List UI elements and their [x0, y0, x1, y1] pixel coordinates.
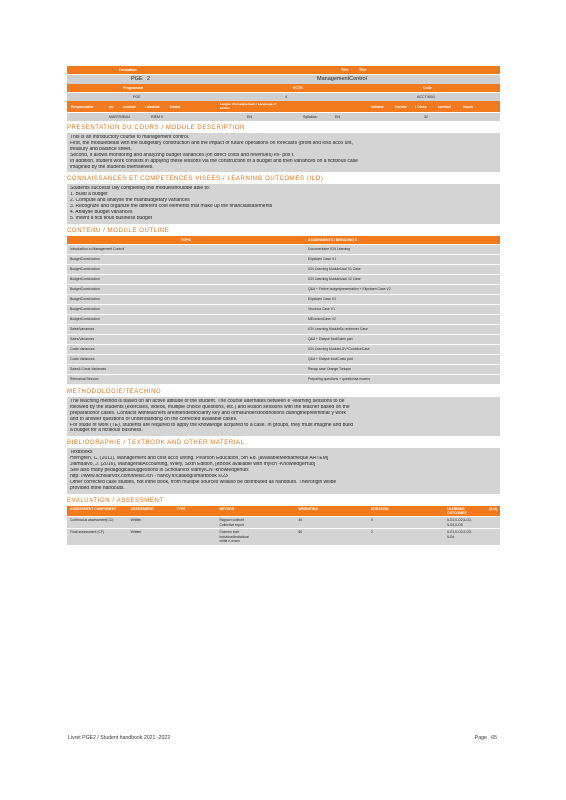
bibliography-line: provided inthe handouts. — [70, 485, 125, 491]
page-footer — [68, 735, 497, 741]
eval-method-line: writte n exam — [219, 539, 240, 544]
eval-weighting: 40 — [295, 517, 368, 529]
outline-assignment: ICN Learning ModuleUsal V2 Case — [305, 274, 500, 284]
eval-method — [216, 517, 295, 529]
eval-ilo-line: ILO4,ILO5 — [446, 522, 463, 527]
eval-component: Final assessment (CF) — [67, 529, 128, 545]
bibliography-line: Jiambalvo, J. (2016), ManagerialAccounting, Wiley, Sixth Edition, [eBook available with myIcn -KnowledgeHub] — [70, 462, 316, 468]
eval-col-type: TYPE — [174, 506, 217, 517]
eval-assessment: Written — [128, 529, 174, 545]
leader-first: RIEM II — [151, 115, 163, 119]
outline-topic: Introduction to Management Control — [67, 244, 305, 254]
presentation-line: treasury and balance sheet. — [70, 146, 132, 152]
methodology-line: The teaching method is based on an active attitude of the student. The course alternates between e -learning sessions to be — [70, 398, 345, 404]
resp-label-1: du — [109, 105, 114, 109]
eval-col-method: METHOD — [216, 506, 295, 517]
outline-topic: Sales/Variances — [67, 334, 305, 344]
lang-value: EN — [247, 115, 252, 119]
program-code: PGE — [131, 76, 143, 82]
volume-label-4: hours — [463, 105, 473, 109]
outline-assignment: Q&A + Elaiyse foodSales part — [305, 334, 500, 344]
outline-row — [67, 314, 500, 324]
knowledge-line: 5. Invent a ficti tious business budget — [70, 215, 152, 221]
knowledge-line: 4. Analyse budget variances — [70, 210, 133, 216]
eval-ilo — [444, 529, 500, 545]
presentation-line: Second, it allows monitoring and analyzing budget variances (on direct costs and revenues) ex- pos t. — [70, 152, 295, 158]
syllabus-label: Syllabus: — [303, 115, 318, 119]
methodology-line: preparationof cases. Contacts withteachers areintendedtoclarify key and ormisunderstoodnotions duringtheprelimitnar y work — [70, 410, 346, 416]
outline-assignment: MEconicoCase V2 — [305, 314, 500, 324]
header-resp-values-row — [67, 112, 500, 121]
presentation-line: First, the moduledeals with the budgetary construction and the impact of future operations on forecasts (profit and loss acco unt, — [70, 140, 353, 146]
footer-page-label: Page — [474, 735, 487, 741]
eval-col-ilo: LEARNING OUTCOMES — [444, 506, 486, 517]
evaluation-table — [67, 506, 500, 546]
bibliography-line: Horngren, C. (2011). Management and cost acco unting. Pearson Education, 5th Ed. [availableMédiathèque ARTEM] — [70, 456, 329, 462]
eval-duration: 2 — [368, 529, 444, 545]
methodology-line: and to answer questions of understanding on the corrected available cases. — [70, 416, 238, 422]
outline-row — [67, 284, 500, 294]
knowledge-line: Students successf ully completing this moduleshouldbe able to: — [70, 186, 211, 192]
eval-col-duration: DURATION — [368, 506, 444, 517]
outline-assignment: Recap case Orange Tonique — [305, 364, 500, 374]
presentation-line: In addition, student work consists in applying these lessons via the construction of a budget and then variances on a fictitious case — [70, 158, 358, 164]
outline-row — [67, 254, 500, 264]
code-value: ACCT4003 — [417, 95, 435, 99]
bibliography-title: BIBLIOGRAPHIE / TEXTBOOK AND OTHER MATERIAL — [67, 440, 245, 447]
outline-assignment: ICN Learning ModuleDu ardenner Case — [305, 324, 500, 334]
volume-label-0: Volume — [371, 105, 384, 109]
eval-ilo-line: ILO1,ILO2,ILO3, — [446, 518, 472, 523]
eval-ilo — [444, 517, 500, 529]
eval-col-assessment: ASSESSMENT — [128, 506, 174, 517]
outline-topic: Costs Variances — [67, 354, 305, 364]
resp-label-3: / Module — [145, 105, 160, 109]
outline-topic: Sales/Variances — [67, 324, 305, 334]
presentation-line: imagined by the students themselves. — [70, 164, 154, 170]
eval-method — [216, 529, 295, 545]
evaluation-row — [67, 517, 500, 529]
outline-assignment: Q&A + Elaiyse foodCosts part — [305, 354, 500, 364]
volume-label-1: horaire — [395, 105, 408, 109]
outline-col-assignments: ASSIGNMENTS / BREADING S — [305, 236, 500, 245]
methodology-text — [67, 397, 500, 436]
outline-row — [67, 264, 500, 274]
hours-value: 32 — [424, 115, 428, 119]
eval-col-component: ASSESSMENT COMPONENT — [67, 506, 128, 517]
resp-label-2: module — [123, 105, 136, 109]
program-year: 2 — [147, 76, 151, 82]
eval-method-line: Collective report — [219, 522, 244, 527]
footer-page — [475, 735, 497, 741]
eval-method-line: Examen écrit — [219, 530, 240, 535]
knowledge-line: 1. Build a budget — [70, 192, 108, 198]
bibliography-line: Textbooks — [70, 450, 93, 456]
outline-assignment: ICN Learning ModuleLSV+CombiceCase — [305, 344, 500, 354]
eval-col-weighting: WEIGHTING — [295, 506, 368, 517]
course-title: ManagementControl — [317, 76, 367, 82]
outline-assignment: Elipsbarn Case V1 — [305, 254, 500, 264]
outline-row — [67, 304, 500, 314]
outline-assignment: Preparing questions + questionsa nswers — [305, 374, 500, 384]
evaluation-header-row — [67, 506, 500, 517]
methodology-line: For stude nt work (TE), students are required to apply the knowledge acquired to a case. In groups, they must imagine and build — [70, 422, 354, 428]
outline-assignment: Documentaire ICN Learning — [305, 244, 500, 254]
ects-label: ECTS — [293, 86, 303, 90]
eval-ilo-line: ILO1,ILO2,ILO3, — [446, 530, 472, 535]
methodology-title: METHODOLOGIE/TEACHING — [67, 388, 162, 395]
header-labels-bar — [67, 84, 500, 92]
eval-duration: 0 — [368, 517, 444, 529]
outline-row — [67, 344, 500, 354]
outline-row — [67, 354, 500, 364]
volume-label-3: contact — [438, 105, 451, 109]
bibliography-line: See also many pedagogicalsuggestions in Scholarvox viamyICN -knowledgehub: — [70, 468, 250, 474]
outline-topic: Rehearsal Session — [67, 374, 305, 384]
presentation-title: PRESENTATION DU COURS / MODULE DESCRIPTION — [67, 125, 245, 131]
eval-method-line: Rapport collectif — [219, 518, 244, 523]
knowledge-line: 2. Compute and analyse the mainbudgetary variances — [70, 198, 190, 204]
outline-topic: BudgetConstruction — [67, 254, 305, 264]
resp-label-4: leader — [170, 105, 181, 109]
outline-topic: BudgetConstruction — [67, 304, 305, 314]
outline-assignment: Elipsbarn Case V2 — [305, 294, 500, 304]
bibliography-text — [67, 448, 500, 493]
eval-ilo-line: ILO4 — [446, 534, 455, 539]
formation-label: Formation — [119, 68, 137, 72]
knowledge-line: 3. Recognize and organize the different cost elements that make up the financialstatements — [70, 204, 273, 210]
outline-row — [67, 334, 500, 344]
title-label: Title — [341, 68, 349, 72]
methodology-line: a budget for a fictitious business. — [70, 428, 143, 434]
outline-assignment: ICN Learning ModuleUsal V1 Case — [305, 264, 500, 274]
outline-assignment: Vecorica Case V1 — [305, 304, 500, 314]
outline-title: CONTENU / MODULE OUTLINE — [67, 227, 170, 234]
footer-page-number: 65 — [491, 735, 497, 741]
outline-topic: BudgetConstruction — [67, 264, 305, 274]
footer-handbook-label: Livret PGE2 / Student handbook 2021 -2022 — [68, 735, 171, 741]
bibliography-line: Other corrected case studies, not inthe book, from multiple sources willalso be distributed as handouts. Theirorigin willbe — [70, 479, 337, 485]
header-resp-bar — [67, 101, 500, 112]
evaluation-row — [67, 529, 500, 545]
header-program-row — [67, 74, 500, 84]
lang-label: Langue d'enseignement / Language of tuition — [220, 102, 277, 111]
outline-topic: Costs Variances — [67, 344, 305, 354]
presentation-line: This is an introductory course to management control. — [70, 135, 190, 140]
outline-row — [67, 274, 500, 284]
eval-type — [174, 529, 217, 545]
outline-topic: BudgetConstruction — [67, 294, 305, 304]
outline-topic: Sales& Costs Variances — [67, 364, 305, 374]
syllabus-value: EN — [335, 115, 340, 119]
bibliography-link[interactable]: http: //www.scholarvox.com/thelsc.icn - nancy.fr/catalog/smartbook s/23 — [70, 473, 228, 479]
outline-topic: BudgetConstruction — [67, 274, 305, 284]
outline-row — [67, 364, 500, 374]
eval-method-line: individuel/individual — [219, 534, 249, 539]
outline-topic: BudgetConstruction — [67, 284, 305, 294]
header-formation-bar — [67, 66, 500, 74]
evaluation-title: EVALUATION / ASSESSMENT — [67, 497, 164, 504]
outline-row — [67, 294, 500, 304]
course-sheet — [67, 66, 500, 546]
eval-weighting: 60 — [295, 529, 368, 545]
outline-row — [67, 374, 500, 384]
volume-label-2: / Class — [415, 105, 427, 109]
leader-name: MARTINEAU — [109, 115, 131, 119]
resp-label-0: Responsable — [71, 105, 94, 109]
programme-label: Programme — [123, 86, 143, 90]
title2-label: Title — [359, 68, 367, 72]
presentation-text — [67, 133, 500, 172]
outline-assignment: Q&A + Fictive budgetpresentation + Elipsbarn Case V2 — [305, 284, 500, 294]
eval-type — [174, 517, 217, 529]
outline-row — [67, 244, 500, 254]
knowledge-title: CONNAISSANCES ET COMPETENCES VISEES / LEARNING OUTCOMES (ILO) — [67, 176, 324, 183]
eval-component: Continuous assessment(CC) — [67, 517, 128, 529]
code-label: Code — [423, 86, 432, 90]
outline-row — [67, 324, 500, 334]
header-values-row — [67, 92, 500, 101]
eval-assessment: Written — [128, 517, 174, 529]
methodology-line: followed by the students (exercises, videos, multiple choice questions, etc.) and lesson sessions with the teacher based on the — [70, 404, 350, 410]
outline-topic: BudgetConstruction — [67, 314, 305, 324]
programme-value: PGE — [133, 95, 141, 99]
outline-table — [67, 236, 500, 385]
ects-value: 4 — [285, 95, 287, 99]
outline-header-row — [67, 236, 500, 245]
eval-col-ilo-abbr: (ILO) — [486, 506, 500, 517]
knowledge-text — [67, 184, 500, 223]
outline-col-topic: TOPIC — [67, 236, 305, 245]
